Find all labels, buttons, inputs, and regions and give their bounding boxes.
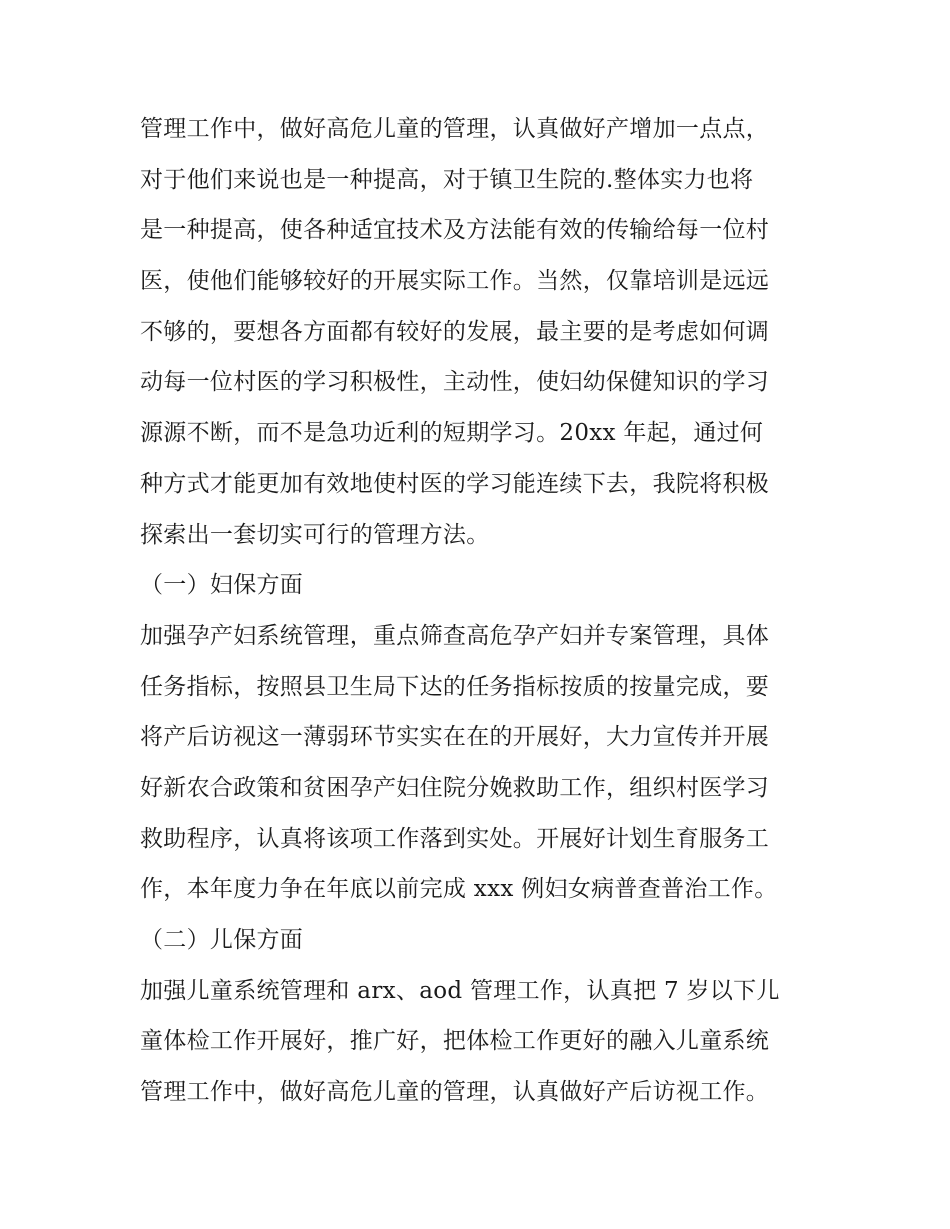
paragraph-line: 是一种提高，使各种适宜技术及方法能有效的传输给每一位村	[140, 217, 770, 244]
paragraph-line: 医，使他们能够较好的开展实际工作。当然，仅靠培训是远远	[140, 268, 770, 295]
paragraph-line: 将产后访视这一薄弱环节实实在在的开展好，大力宣传并开展	[140, 724, 770, 751]
paragraph-line: 加强孕产妇系统管理，重点筛查高危孕产妇并专案管理，具体	[140, 622, 770, 649]
paragraph-line: 救助程序，认真将该项工作落到实处。开展好计划生育服务工	[140, 825, 770, 852]
paragraph-line: 加强儿童系统管理和 arx、aod 管理工作，认真把 7 岁以下儿	[140, 977, 780, 1004]
paragraph-line: 管理工作中，做好高危儿童的管理，认真做好产增加一点点，	[140, 116, 770, 142]
section-heading-child: （二）儿保方面	[140, 927, 304, 953]
paragraph-line: 管理工作中，做好高危儿童的管理，认真做好产后访视工作。	[140, 1079, 770, 1106]
document-body	[140, 104, 820, 1118]
paragraph-line: 童体检工作开展好，推广好，把体检工作更好的融入儿童系统	[140, 1028, 770, 1055]
paragraph-line: 源源不断，而不是急功近利的短期学习。20xx 年起，通过何	[140, 420, 764, 447]
paragraph-line: 好新农合政策和贫困孕产妇住院分娩救助工作，组织村医学习	[140, 774, 770, 801]
paragraph-line: 对于他们来说也是一种提高，对于镇卫生院的.整体实力也将	[140, 166, 754, 193]
paragraph-line: 动每一位村医的学习积极性，主动性，使妇幼保健知识的学习	[140, 369, 770, 396]
paragraph-line: 探索出一套切实可行的管理方法。	[140, 521, 490, 548]
section-heading-maternal: （一）妇保方面	[140, 572, 304, 599]
paragraph-line: 不够的，要想各方面都有较好的发展，最主要的是考虑如何调	[140, 318, 770, 345]
paragraph-line: 种方式才能更加有效地使村医的学习能连续下去，我院将积极	[140, 470, 770, 497]
paragraph-line: 任务指标，按照县卫生局下达的任务指标按质的按量完成，要	[140, 673, 770, 700]
paragraph-line: 作，本年度力争在年底以前完成 xxx 例妇女病普查普治工作。	[140, 876, 778, 903]
